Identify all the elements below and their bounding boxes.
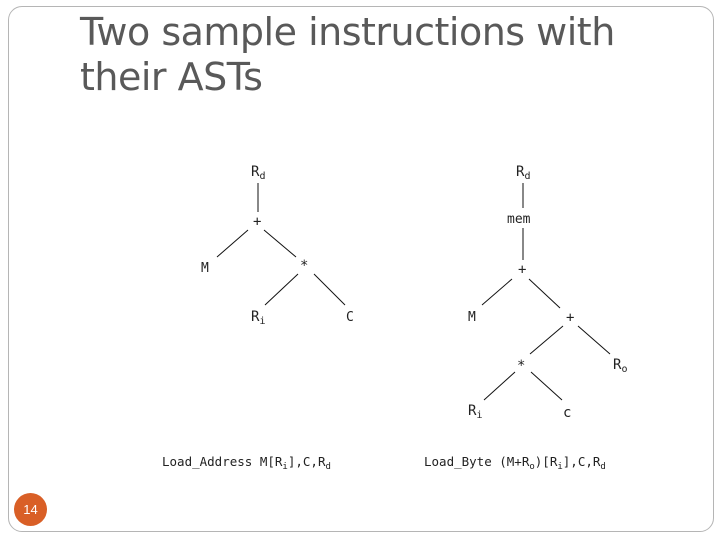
left-root-node: $R_d$ xyxy=(251,164,266,182)
right-tree-edges xyxy=(482,183,610,400)
right-root-node: $R_d$ xyxy=(516,164,531,182)
edge xyxy=(482,279,512,305)
edge xyxy=(530,326,563,354)
left-m-node: M xyxy=(201,261,209,276)
edge xyxy=(578,326,610,354)
edge xyxy=(529,279,560,308)
right-ri-node: $R_i$ xyxy=(468,403,483,421)
edge xyxy=(265,274,298,305)
left-ri-node: $R_i$ xyxy=(251,309,266,327)
left-c-node: C xyxy=(346,310,354,325)
edge xyxy=(264,230,296,257)
edge xyxy=(484,372,515,400)
right-tree xyxy=(424,164,627,472)
right-ro-node: $R_o$ xyxy=(613,357,628,375)
page-number-badge: 14 xyxy=(14,493,47,526)
right-plus-node-2: + xyxy=(566,310,575,326)
edge xyxy=(314,274,345,305)
left-tree-edges xyxy=(217,183,345,305)
left-times-node: * xyxy=(300,258,309,274)
right-plus-node-1: + xyxy=(518,262,527,278)
left-caption: Load_Address $M[R_i],C,R_d$ xyxy=(162,454,331,472)
title-line-1: Two sample instructions with xyxy=(80,10,615,54)
edge xyxy=(217,230,248,257)
right-times-node: * xyxy=(517,358,526,374)
edge xyxy=(531,372,562,400)
left-plus-node: + xyxy=(253,214,262,230)
right-c-node: c xyxy=(563,405,572,421)
right-m-node: M xyxy=(468,310,476,325)
right-mem-node: mem xyxy=(507,212,531,227)
title-line-2: their ASTs xyxy=(80,55,263,99)
right-caption: Load_Byte $(M+R_o)[R_i],C,R_d$ xyxy=(424,454,606,472)
